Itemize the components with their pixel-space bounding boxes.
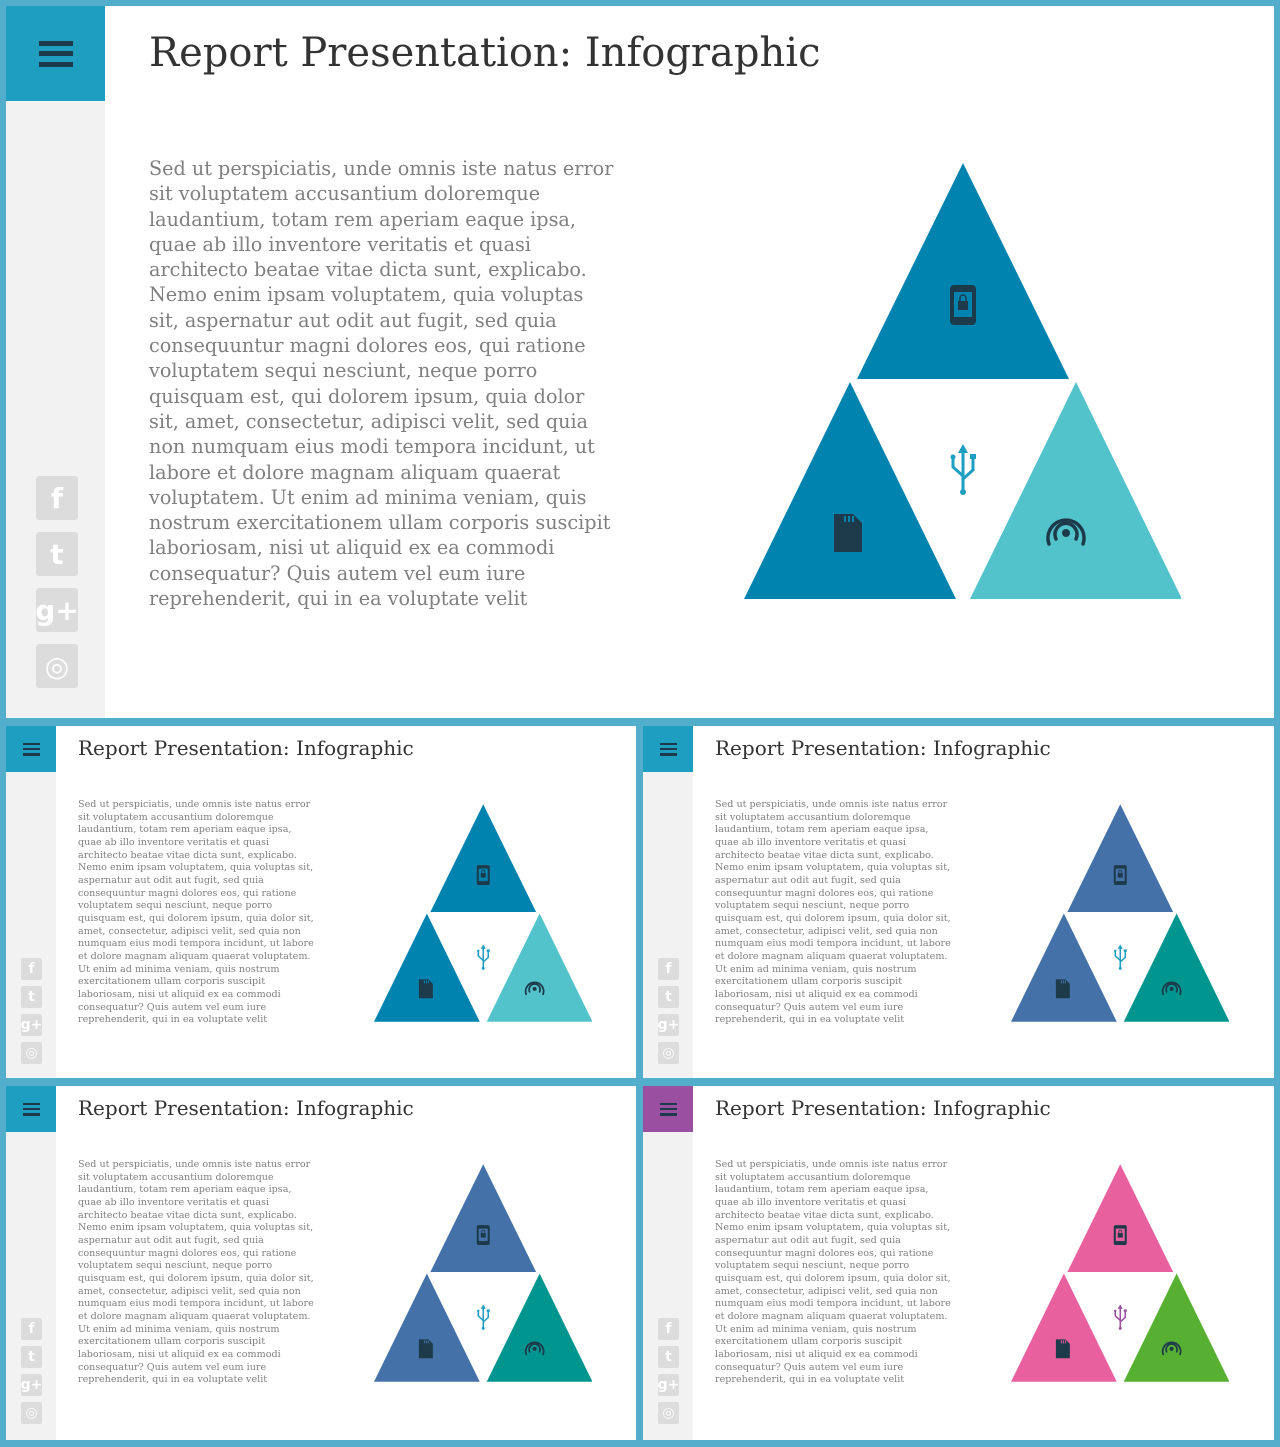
triangle-top [1067, 1164, 1173, 1272]
mobile-phone-icon [1114, 865, 1127, 885]
slide-main[interactable] [6, 6, 1274, 718]
slide-title: Report Presentation: Infographic [78, 1096, 414, 1120]
usb-icon [477, 944, 490, 969]
google-plus-icon[interactable]: g+ [658, 1014, 679, 1036]
social-icons [36, 476, 78, 688]
sd-card-icon [419, 1339, 433, 1358]
facebook-icon[interactable]: f [658, 1318, 679, 1340]
mobile-phone-icon [1114, 1225, 1127, 1245]
instagram-icon[interactable]: ◎ [658, 1402, 679, 1424]
body-text: Sed ut perspiciatis, unde omnis iste natus error sit voluptatem accusantium doloremque laudantium, totam rem aperiam eaque ipsa, quae ab illo inventore veritatis et quasi architecto beatae vitae dicta sunt, explicabo. Nemo enim ipsam voluptatem, quia voluptas sit, aspernatur aut odit aut fugit, sed quia consequuntur magni dolores eos, qui ratione voluptatem sequi nesciunt, neque porro quisquam est, qui dolorem ipsum, quia dolor sit, amet, consectetur, adipisci velit, sed quia non numquam eius modi tempora incidunt, ut labore et dolore magnam aliquam quaerat voluptatem. Ut enim ad minima veniam, quis nostrum exercitationem ullam corporis suscipit laboriosam, nisi ut aliquid ex ea commodi consequatur? Quis autem vel eum iure reprehenderit, qui in ea voluptate velit [715, 1159, 951, 1386]
mobile-phone-icon [950, 285, 976, 325]
twitter-icon[interactable]: t [36, 532, 78, 576]
triangle-left [374, 1273, 480, 1381]
hamburger-icon [23, 743, 40, 756]
instagram-icon[interactable]: ◎ [658, 1042, 679, 1064]
hamburger-icon [660, 1103, 677, 1116]
twitter-icon[interactable]: t [21, 986, 42, 1008]
hamburger-icon [39, 41, 73, 67]
triangle-infographic [370, 803, 592, 1022]
body-text: Sed ut perspiciatis, unde omnis iste natus error sit voluptatem accusantium doloremque laudantium, totam rem aperiam eaque ipsa, quae ab illo inventore veritatis et quasi architecto beatae vitae dicta sunt, explicabo. Nemo enim ipsam voluptatem, quia voluptas sit, aspernatur aut odit aut fugit, sed quia consequuntur magni dolores eos, qui ratione voluptatem sequi nesciunt, neque porro quisquam est, qui dolorem ipsum, quia dolor sit, amet, consectetur, adipisci velit, sed quia non numquam eius modi tempora incidunt, ut labore et dolore magnam aliquam quaerat voluptatem. Ut enim ad minima veniam, quis nostrum exercitationem ullam corporis suscipit laboriosam, nisi ut aliquid ex ea commodi consequatur? Quis autem vel eum iure reprehenderit, qui in ea voluptate velit [78, 1159, 314, 1386]
social-icons [658, 958, 679, 1064]
triangle-right [970, 382, 1181, 599]
sd-card-icon [1056, 979, 1070, 998]
triangle-left [744, 382, 956, 599]
slide-thumbnail-pink-green[interactable] [643, 1086, 1274, 1440]
mobile-phone-icon [477, 865, 490, 885]
triangle-top [430, 1164, 536, 1272]
triangle-top [1067, 804, 1173, 912]
usb-icon [1114, 1304, 1127, 1329]
social-icons [21, 958, 42, 1064]
triangle-right [487, 1273, 592, 1381]
usb-icon [477, 1304, 490, 1329]
menu-button[interactable] [6, 6, 105, 101]
social-icons [21, 1318, 42, 1424]
sd-card-icon [419, 979, 433, 998]
triangle-right [487, 913, 592, 1021]
menu-button[interactable] [643, 726, 693, 772]
mobile-phone-icon [477, 1225, 490, 1245]
usb-icon [951, 444, 977, 495]
body-text: Sed ut perspiciatis, unde omnis iste natus error sit voluptatem accusantium doloremque laudantium, totam rem aperiam eaque ipsa, quae ab illo inventore veritatis et quasi architecto beatae vitae dicta sunt, explicabo. Nemo enim ipsam voluptatem, quia voluptas sit, aspernatur aut odit aut fugit, sed quia consequuntur magni dolores eos, qui ratione voluptatem sequi nesciunt, neque porro quisquam est, qui dolorem ipsum, quia dolor sit, amet, consectetur, adipisci velit, sed quia non numquam eius modi tempora incidunt, ut labore et dolore magnam aliquam quaerat voluptatem. Ut enim ad minima veniam, quis nostrum exercitationem ullam corporis suscipit laboriosam, nisi ut aliquid ex ea commodi consequatur? Quis autem vel eum iure reprehenderit, qui in ea voluptate velit [78, 799, 314, 1026]
triangle-left [374, 913, 480, 1021]
slide-title: Report Presentation: Infographic [149, 30, 821, 76]
twitter-icon[interactable]: t [658, 1346, 679, 1368]
menu-button[interactable] [6, 1086, 56, 1132]
slide-title: Report Presentation: Infographic [715, 1096, 1051, 1120]
facebook-icon[interactable]: f [21, 1318, 42, 1340]
twitter-icon[interactable]: t [658, 986, 679, 1008]
instagram-icon[interactable]: ◎ [21, 1402, 42, 1424]
triangle-left [1011, 1273, 1117, 1381]
social-icons [658, 1318, 679, 1424]
google-plus-icon[interactable]: g+ [658, 1374, 679, 1396]
instagram-icon[interactable]: ◎ [36, 644, 78, 688]
slide-thumbnail-navy-teal[interactable] [643, 726, 1274, 1078]
sd-card-icon [1056, 1339, 1070, 1358]
menu-button[interactable] [643, 1086, 693, 1132]
triangle-top [857, 163, 1069, 379]
google-plus-icon[interactable]: g+ [36, 588, 78, 632]
triangle-right [1124, 1273, 1229, 1381]
triangle-infographic [736, 161, 1181, 599]
twitter-icon[interactable]: t [21, 1346, 42, 1368]
slide-title: Report Presentation: Infographic [78, 736, 414, 760]
triangle-infographic [1007, 1163, 1229, 1382]
facebook-icon[interactable]: f [21, 958, 42, 980]
body-text: Sed ut perspiciatis, unde omnis iste natus error sit voluptatem accusantium doloremque laudantium, totam rem aperiam eaque ipsa, quae ab illo inventore veritatis et quasi architecto beatae vitae dicta sunt, explicabo. Nemo enim ipsam voluptatem, quia voluptas sit, aspernatur aut odit aut fugit, sed quia consequuntur magni dolores eos, qui ratione voluptatem sequi nesciunt, neque porro quisquam est, qui dolorem ipsum, quia dolor sit, amet, consectetur, adipisci velit, sed quia non numquam eius modi tempora incidunt, ut labore et dolore magnam aliquam quaerat voluptatem. Ut enim ad minima veniam, quis nostrum exercitationem ullam corporis suscipit laboriosam, nisi ut aliquid ex ea commodi consequatur? Quis autem vel eum iure reprehenderit, qui in ea voluptate velit [715, 799, 951, 1026]
body-text: Sed ut perspiciatis, unde omnis iste natus error sit voluptatem accusantium doloremque laudantium, totam rem aperiam eaque ipsa, quae ab illo inventore veritatis et quasi architecto beatae vitae dicta sunt, explicabo. Nemo enim ipsam voluptatem, quia voluptas sit, aspernatur aut odit aut fugit, sed quia consequuntur magni dolores eos, qui ratione voluptatem sequi nesciunt, neque porro quisquam est, qui dolorem ipsum, quia dolor sit, amet, consectetur, adipisci velit, sed quia non numquam eius modi tempora incidunt, ut labore et dolore magnam aliquam quaerat voluptatem. Ut enim ad minima veniam, quis nostrum exercitationem ullam corporis suscipit laboriosam, nisi ut aliquid ex ea commodi consequatur? Quis autem vel eum iure reprehenderit, qui in ea voluptate velit [149, 157, 614, 611]
menu-button[interactable] [6, 726, 56, 772]
slide-thumbnail-navy-teal-2[interactable] [6, 1086, 636, 1440]
triangle-top [430, 804, 536, 912]
sd-card-icon [834, 514, 862, 552]
triangle-left [1011, 913, 1117, 1021]
slide-thumbnail-blue[interactable] [6, 726, 636, 1078]
slide-title: Report Presentation: Infographic [715, 736, 1051, 760]
facebook-icon[interactable]: f [658, 958, 679, 980]
triangle-infographic [1007, 803, 1229, 1022]
triangle-infographic [370, 1163, 592, 1382]
facebook-icon[interactable]: f [36, 476, 78, 520]
triangle-right [1124, 913, 1229, 1021]
instagram-icon[interactable]: ◎ [21, 1042, 42, 1064]
usb-icon [1114, 944, 1127, 969]
hamburger-icon [660, 743, 677, 756]
google-plus-icon[interactable]: g+ [21, 1374, 42, 1396]
hamburger-icon [23, 1103, 40, 1116]
google-plus-icon[interactable]: g+ [21, 1014, 42, 1036]
